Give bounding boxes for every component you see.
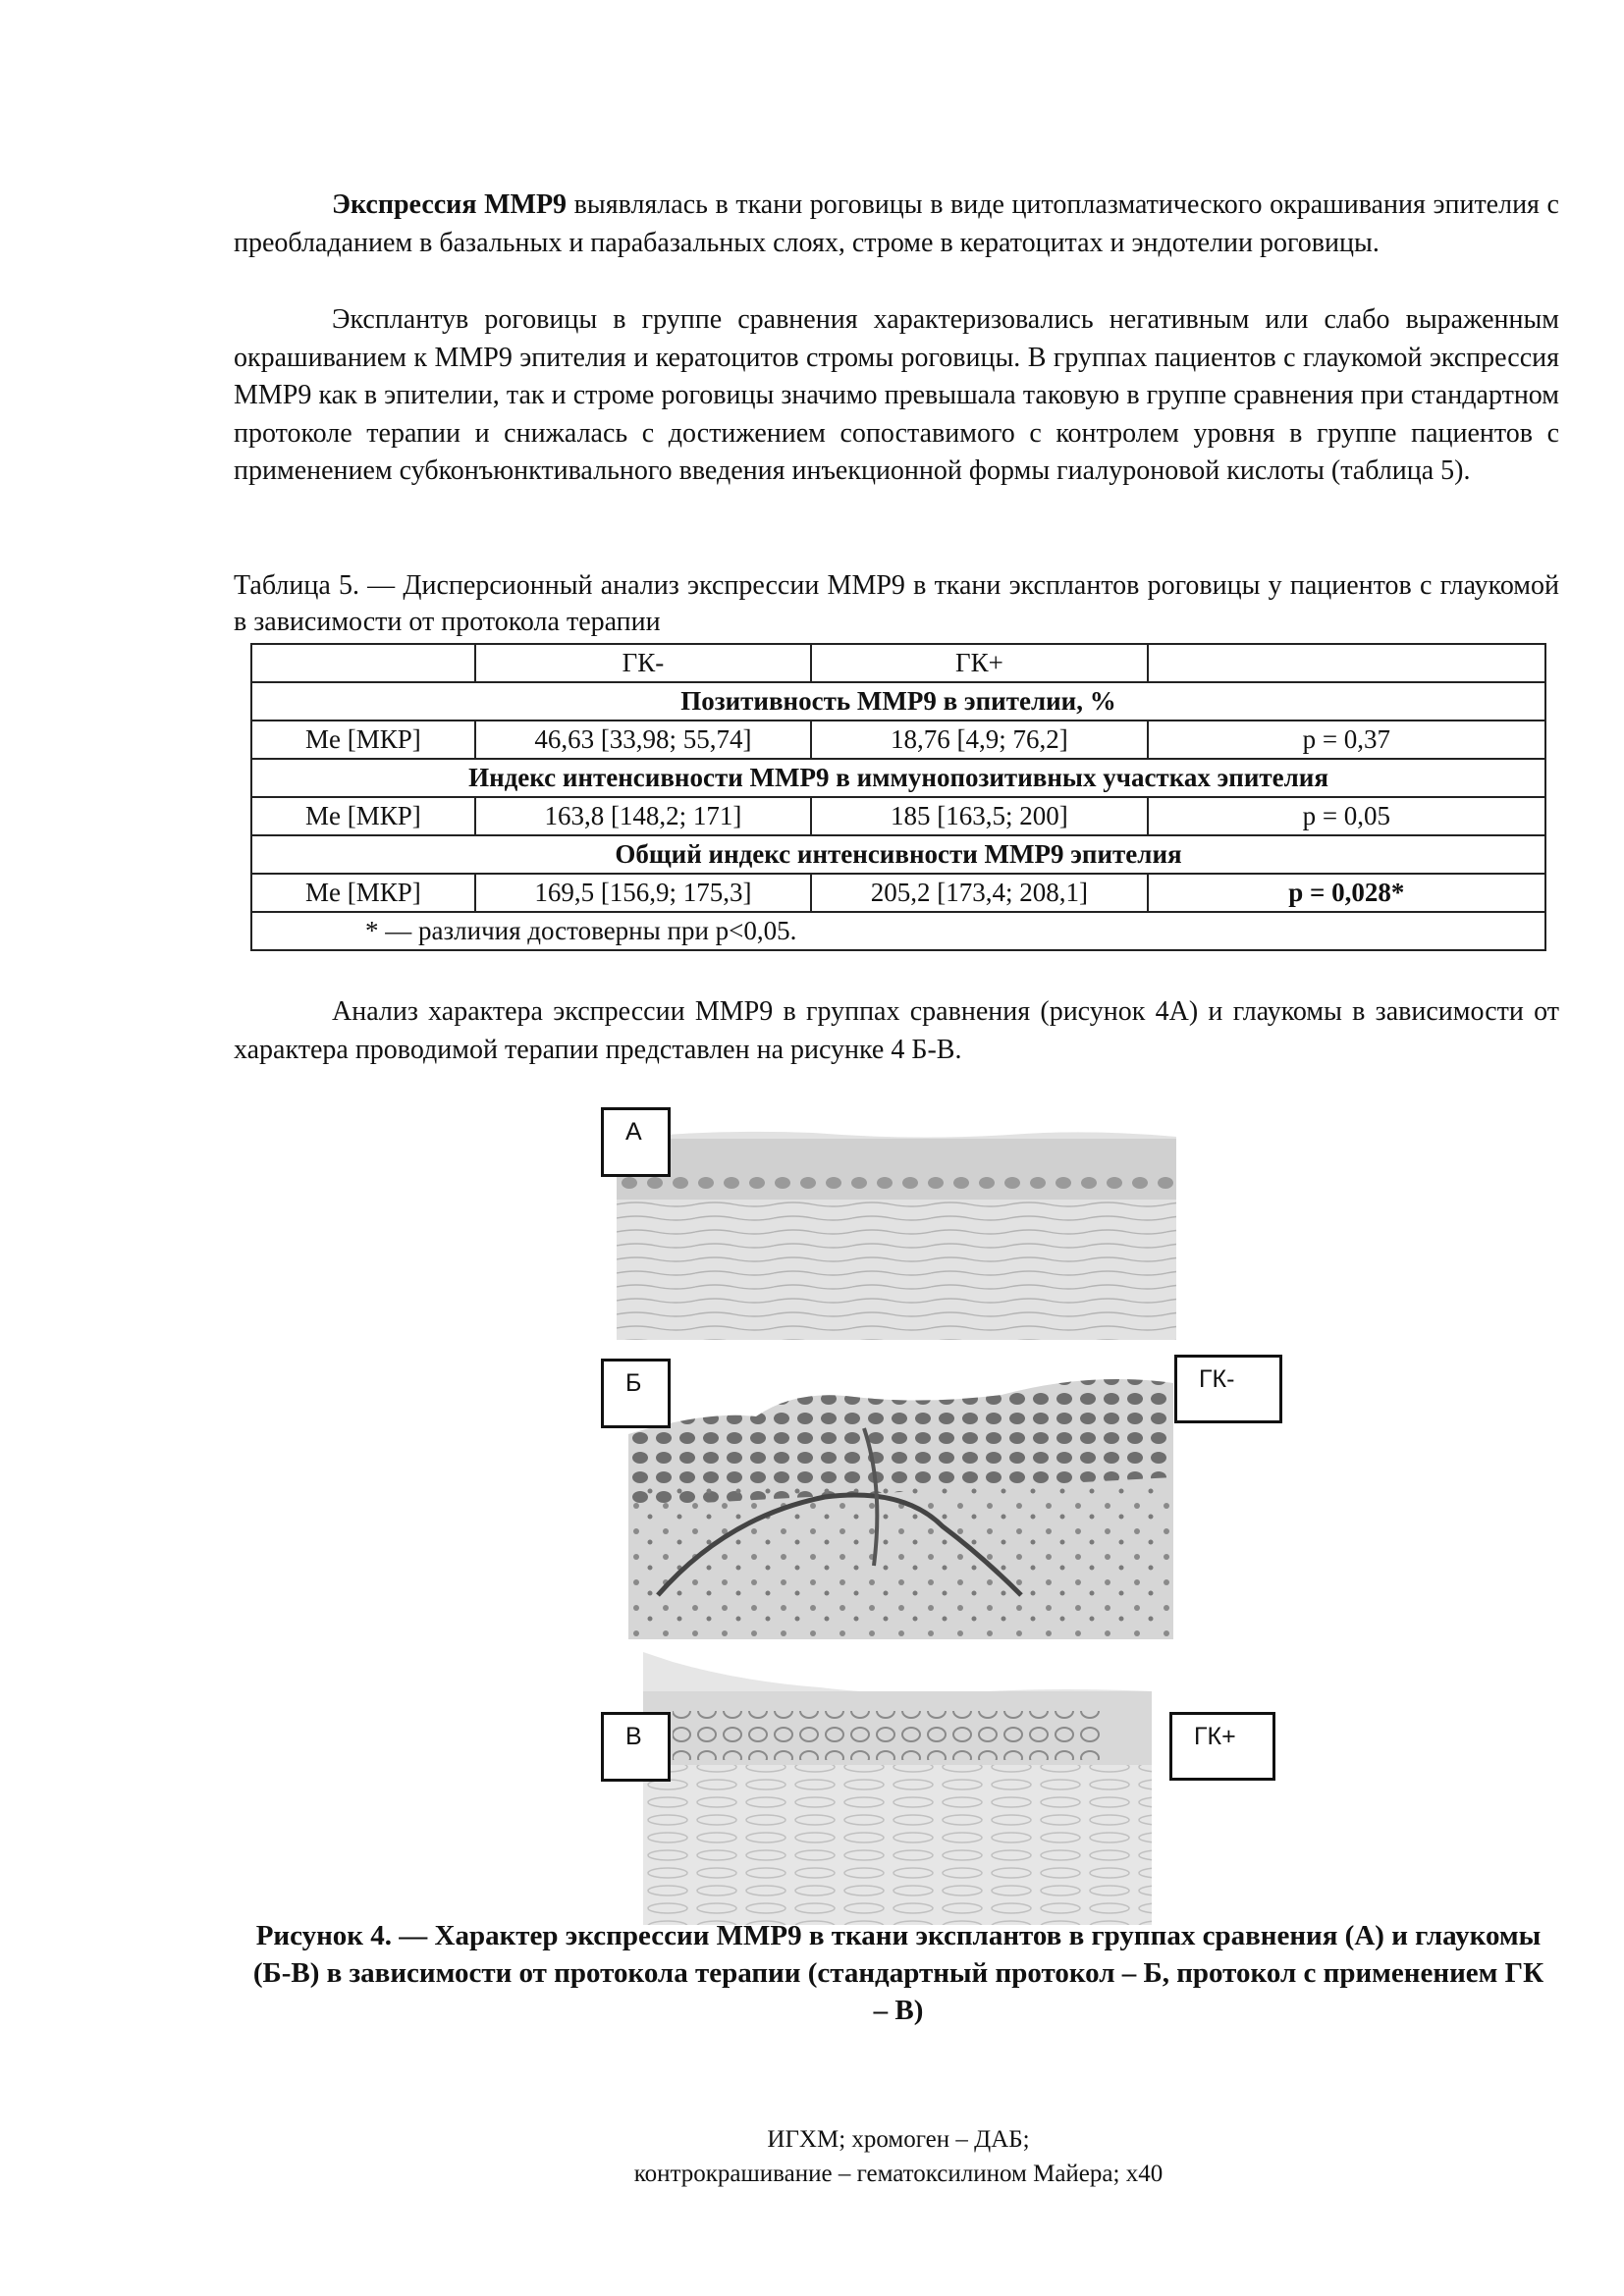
figure-caption: Рисунок 4. — Характер экспрессии ММР9 в ткани эксплантов в группах сравнения (А) и глаукомы (Б-В) в зависимости от протокола терапии (стандартный протокол – Б, протокол с применением ГК – В) [252,1920,1544,2026]
table-cell: Me [МКР] [251,874,475,912]
table-header-cell: ГК+ [811,644,1147,682]
paragraph-mmp9-expression [234,187,1559,262]
table-section-row [251,835,1545,874]
micrograph-a [617,1129,1176,1340]
table-cell: p = 0,05 [1148,797,1545,835]
paragraph-analysis [234,993,1559,1069]
method-line: ИГХМ; хромоген – ДАБ; [767,2126,1030,2153]
table-header-cell [1148,644,1545,682]
table-cell: 205,2 [173,4; 208,1] [811,874,1147,912]
section-title: Индекс интенсивности ММР9 в иммунопозитивных участках эпителия [251,759,1545,797]
table-cell: 46,63 [33,98; 55,74] [475,721,811,759]
table-cell: 169,5 [156,9; 175,3] [475,874,811,912]
paragraph-text: выявлялась в ткани роговицы в виде цитоплазматического окрашивания эпителия с преобладанием в базальных и парабазальных слоях, строме в кератоцитах и эндотелии роговицы. [234,189,1559,258]
table-cell-significant: p = 0,028* [1148,874,1545,912]
panel-label-v: В [601,1712,671,1782]
paragraph-text: Эксплантув роговицы в группе сравнения характеризовались негативным или слабо выраженным окрашиванием к ММР9 эпителия и кератоцитов стромы роговицы. В группах пациентов с глаукомой экспрессия ММР9 как в эпителии, так и строме роговицы значимо превышала таковую в группе сравнения при стандартном протоколе терапии и снижалась с достижением сопоставимого с контролем уровня в группе пациентов с применением субконъюнктивального введения инъекционной формы гиалуроновой кислоты (таблица 5). [234,304,1559,486]
table-cell: p = 0,37 [1148,721,1545,759]
paragraph-text: Анализ характера экспрессии ММР9 в группах сравнения (рисунок 4А) и глаукомы в зависимости от характера проводимой терапии представлен на рисунке 4 Б-В. [234,996,1559,1065]
table-row [251,721,1545,759]
table-caption: Таблица 5. — Дисперсионный анализ экспрессии ММР9 в ткани эксплантов роговицы у пациентов с глаукомой в зависимости от протокола терапии [234,570,1559,637]
table-header-cell: ГК- [475,644,811,682]
table-header-cell [251,644,475,682]
micrograph-b [628,1369,1173,1639]
table-row [251,874,1545,912]
paragraph-explants [234,301,1559,491]
table-cell: Me [МКР] [251,721,475,759]
table-cell: 18,76 [4,9; 76,2] [811,721,1147,759]
table-header-row [251,644,1545,682]
table-section-row [251,759,1545,797]
micrograph-v [643,1652,1152,1925]
table-cell: Me [МКР] [251,797,475,835]
method-line: контрокрашивание – гематоксилином Майера; x40 [633,2161,1164,2187]
group-label-gk-plus: ГК+ [1169,1712,1275,1781]
table-5 [250,643,1546,951]
table-note-row [251,912,1545,950]
table-section-row [251,682,1545,721]
paragraph-lead: Экспрессия ММР9 [332,189,568,220]
section-title: Общий индекс интенсивности ММР9 эпителия [251,835,1545,874]
group-label-gk-minus: ГК- [1174,1355,1282,1423]
section-title: Позитивность ММР9 в эпителии, % [251,682,1545,721]
table-note: * — различия достоверны при p<0,05. [251,912,1545,950]
panel-label-b: Б [601,1359,671,1428]
panel-label-a: А [601,1107,671,1177]
table-cell: 163,8 [148,2; 171] [475,797,811,835]
table-cell: 185 [163,5; 200] [811,797,1147,835]
table-row [251,797,1545,835]
figure-method-note [245,2122,1551,2191]
